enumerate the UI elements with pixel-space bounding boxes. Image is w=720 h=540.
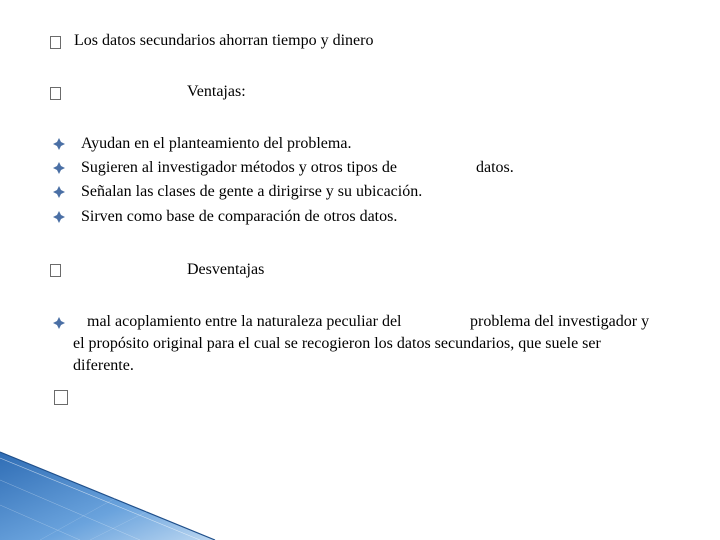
desventaja-line: el propósito original para el cual se recogieron los datos secundarios, que suele ser [73, 335, 601, 352]
desventaja-line: mal acoplamiento entre la naturaleza peculiar del [87, 313, 402, 330]
square-bullet-icon [50, 36, 61, 49]
diamond-bullet-icon [53, 138, 65, 150]
desventaja-line: diferente. [73, 357, 134, 374]
diamond-bullet-icon [53, 186, 65, 198]
ventaja-item: Señalan las clases de gente a dirigirse y su ubicación. [81, 183, 423, 200]
ventaja-item: Sugieren al investigador métodos y otros tipos de [81, 159, 397, 176]
ventaja-item: Ayudan en el planteamiento del problema. [81, 135, 352, 152]
corner-decoration [0, 450, 240, 540]
desventaja-line: problema del investigador y [470, 313, 650, 330]
ventajas-heading: Ventajas: [187, 83, 246, 100]
diamond-bullet-icon [53, 211, 65, 223]
ventaja-item-trailing: datos. [476, 159, 514, 176]
diamond-bullet-icon [53, 162, 65, 174]
square-bullet-icon [50, 87, 61, 100]
diamond-bullet-icon [53, 317, 65, 329]
square-bullet-icon [50, 264, 61, 277]
bullet-text: Los datos secundarios ahorran tiempo y dinero [74, 32, 374, 49]
ventaja-item: Sirven como base de comparación de otros datos. [81, 208, 398, 225]
square-bullet-icon [54, 390, 68, 405]
desventajas-heading: Desventajas [187, 261, 265, 278]
